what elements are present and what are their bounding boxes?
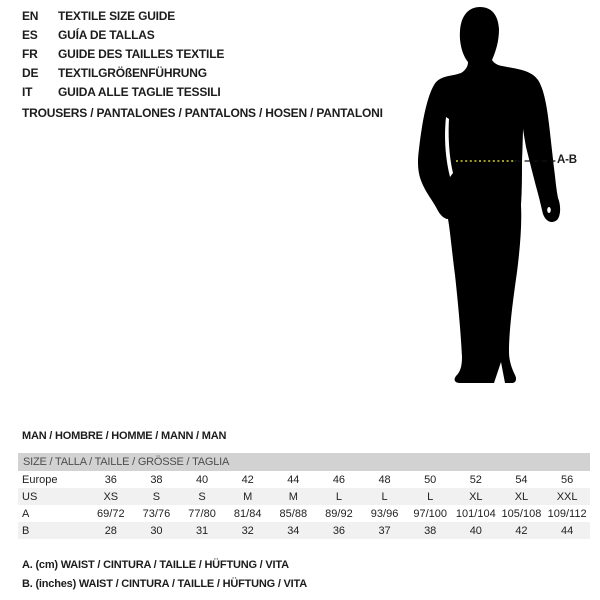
category-title: TROUSERS / PANTALONES / PANTALONS / HOSEN / PANTALONI (22, 106, 383, 120)
table-cell: 101/104 (455, 507, 496, 520)
language-code: EN (22, 9, 39, 23)
table-cell: M (288, 490, 298, 503)
table-cell: 44 (287, 473, 300, 486)
table-cell: 32 (241, 524, 254, 537)
table-cell: L (335, 490, 342, 503)
table-cell: 48 (378, 473, 391, 486)
table-cell: 38 (150, 473, 163, 486)
man-silhouette-graphic (405, 0, 600, 420)
table-cell: XL (469, 490, 483, 503)
table-cell: 36 (104, 473, 117, 486)
table-cell: 42 (241, 473, 254, 486)
silhouette-body (418, 7, 530, 383)
language-code: FR (22, 47, 38, 61)
row-label: B (22, 524, 30, 537)
table-cell: 37 (378, 524, 391, 537)
table-cell: 54 (515, 473, 528, 486)
table-cell: M (243, 490, 253, 503)
language-label: GUIDE DES TAILLES TEXTILE (58, 47, 225, 61)
footnote-a-cm: A. (cm) WAIST / CINTURA / TAILLE / HÜFTUNG / VITA (22, 559, 289, 571)
footnotes (22, 556, 307, 593)
figure-silhouette (405, 0, 600, 420)
table-cell: 97/100 (413, 507, 448, 520)
size-table-header-row (18, 453, 590, 471)
table-cell: 28 (104, 524, 117, 537)
table-row-b-inches (18, 522, 590, 539)
hand-notch (547, 207, 551, 213)
language-code: ES (22, 28, 38, 42)
table-cell: 30 (150, 524, 163, 537)
table-cell: 42 (515, 524, 528, 537)
table-cell: 69/72 (97, 507, 125, 520)
table-cell: 52 (469, 473, 482, 486)
language-label: GUIDA ALLE TAGLIE TESSILI (58, 85, 221, 99)
language-code: DE (22, 66, 39, 80)
table-cell: 31 (195, 524, 209, 537)
footnote-b-inches: B. (inches) WAIST / CINTURA / TAILLE / HÜFTUNG / VITA (22, 577, 307, 590)
table-cell: 36 (332, 524, 346, 537)
row-label: US (22, 490, 38, 503)
table-cell: 105/108 (501, 507, 542, 520)
table-row-us (18, 488, 590, 505)
language-row-it (22, 83, 224, 102)
section-title-man: MAN / HOMBRE / HOMME / MANN / MAN (22, 430, 227, 442)
measure-label-ab: A-B (557, 154, 577, 166)
table-cell: 73/76 (142, 507, 171, 520)
language-row-fr (22, 45, 224, 64)
size-table (18, 453, 590, 539)
table-row-europe (18, 471, 590, 488)
language-list (22, 7, 224, 102)
table-cell: 56 (561, 473, 574, 486)
table-cell: S (152, 490, 161, 503)
table-cell: 93/96 (370, 507, 399, 520)
table-cell: L (427, 490, 434, 503)
table-cell: 89/92 (325, 507, 353, 520)
table-cell: XL (514, 490, 529, 503)
table-cell: 109/112 (547, 507, 587, 520)
table-cell: XXL (556, 490, 578, 503)
row-label: Europe (22, 473, 58, 486)
size-table-header: SIZE / TALLA / TAILLE / GRÖSSE / TAGLIA (18, 453, 590, 471)
table-cell: XS (103, 490, 119, 503)
language-row-de (22, 64, 224, 83)
table-row-a-cm (18, 505, 590, 522)
table-cell: 85/88 (279, 507, 308, 520)
table-cell: 38 (424, 524, 437, 537)
table-cell: 50 (424, 473, 437, 486)
table-cell: S (198, 490, 206, 503)
language-label: TEXTILE SIZE GUIDE (58, 9, 176, 23)
table-cell: 40 (195, 473, 209, 486)
row-label: A (22, 507, 30, 520)
table-cell: 77/80 (188, 507, 216, 520)
table-cell: 40 (469, 524, 482, 537)
table-cell: 81/84 (233, 507, 262, 520)
language-label: GUÍA DE TALLAS (58, 28, 155, 42)
table-cell: 44 (561, 524, 574, 537)
table-cell: 34 (287, 524, 300, 537)
language-row-en (22, 7, 224, 26)
table-cell: 46 (332, 473, 346, 486)
language-code: IT (22, 85, 33, 99)
table-cell: L (381, 490, 388, 503)
language-row-es (22, 26, 224, 45)
language-label: TEXTILGRÖßENFÜHRUNG (58, 66, 207, 80)
